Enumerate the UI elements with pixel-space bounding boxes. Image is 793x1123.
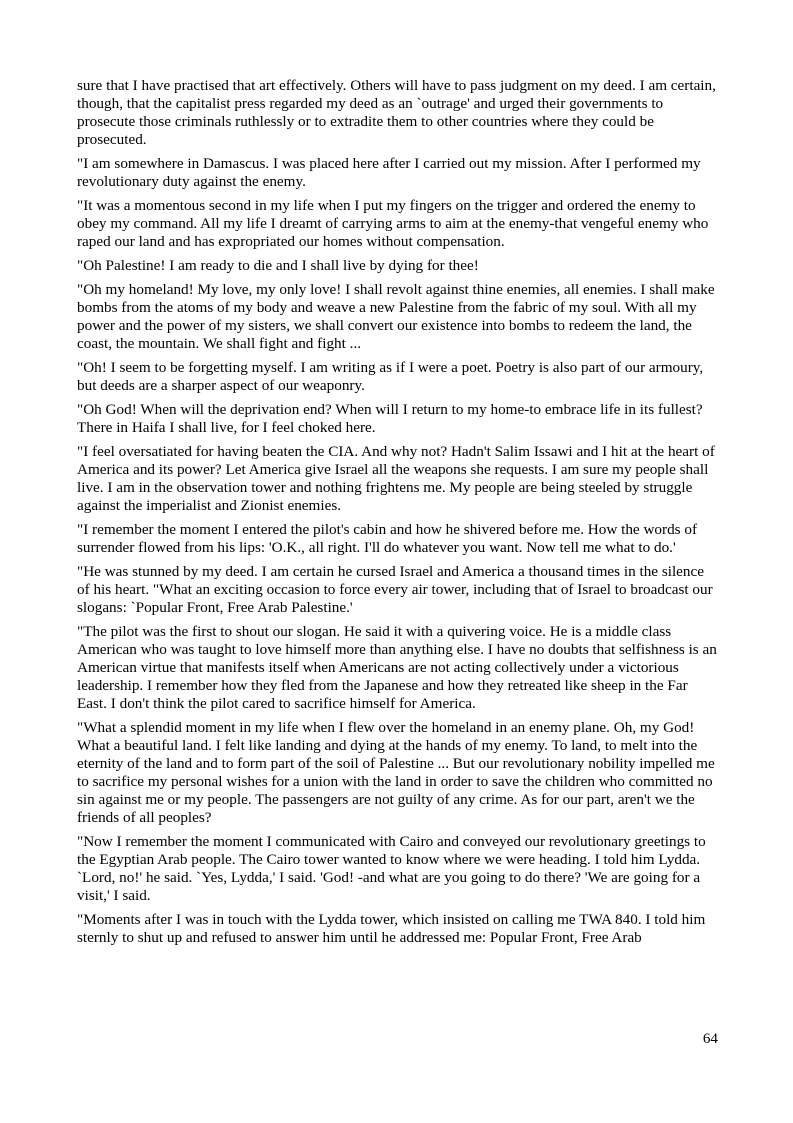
paragraph-12: "What a splendid moment in my life when I flew over the homeland in an enemy plane. Oh, my God! What a beautiful land. I felt like landing and dying at the hands of my enemy. To land, to melt into the eternity of the land and to form part of the soil of Palestine ... But our revolutionary nobility impelled me to sacrifice my personal wishes for a union with the land in order to save the children who committed no sin against me or my people. The passengers are not guilty of any crime. As for our part, aren't we the friends of all peoples? bbox=[77, 719, 715, 826]
paragraph-2: "I am somewhere in Damascus. I was placed here after I carried out my mission. After I performed my revolutionary duty against the enemy. bbox=[77, 155, 701, 190]
paragraph-6: "Oh! I seem to be forgetting myself. I am writing as if I were a poet. Poetry is also part of our armoury, but deeds are a sharper aspect of our weaponry. bbox=[77, 359, 704, 394]
paragraph-5: "Oh my homeland! My love, my only love! I shall revolt against thine enemies, all enemies. I shall make bombs from the atoms of my body and weave a new Palestine from the fabric of my soul. With all my power and the power of my sisters, we shall convert our existence into bombs to redeem the land, the coast, the mountain. We shall fight and fight ... bbox=[77, 281, 715, 352]
paragraph-7: "Oh God! When will the deprivation end? When will I return to my home-to embrace life in its fullest? There in Haifa I shall live, for I feel choked here. bbox=[77, 401, 703, 436]
body-text bbox=[77, 77, 719, 953]
paragraph-9: "I remember the moment I entered the pilot's cabin and how he shivered before me. How the words of surrender flowed from his lips: 'O.K., all right. I'll do whatever you want. Now tell me what to do.' bbox=[77, 521, 698, 556]
paragraph-11: "The pilot was the first to shout our slogan. He said it with a quivering voice. He is a middle class American who was taught to love himself more than anything else. I have no doubts that selfishness is an American virtue that manifests itself when Americans are not acting collectively under a victorious leadership. I remember how they fled from the Japanese and how they retreated like sheep in the Far East. I don't think the pilot cared to sacrifice himself for America. bbox=[77, 623, 717, 712]
page-number: 64 bbox=[702, 1030, 718, 1047]
paragraph-1: sure that I have practised that art effectively. Others will have to pass judgment on my deed. I am certain, though, that the capitalist press regarded my deed as an `outrage' and urged their governments to prosecute those criminals ruthlessly or to extradite them to other countries where they could be prosecuted. bbox=[77, 77, 716, 148]
paragraph-14: "Moments after I was in touch with the Lydda tower, which insisted on calling me TWA 840. I told him sternly to shut up and refused to answer him until he addressed me: Popular Front, Free Arab bbox=[77, 911, 706, 946]
paragraph-4: "Oh Palestine! I am ready to die and I shall live by dying for thee! bbox=[77, 257, 479, 274]
paragraph-13: "Now I remember the moment I communicated with Cairo and conveyed our revolutionary greetings to the Egyptian Arab people. The Cairo tower wanted to know where we were heading. I told him Lydda. `Lord, no!' he said. `Yes, Lydda,' I said. 'God! -and what are you going to do there? 'We are going for a visit,' I said. bbox=[77, 833, 706, 904]
paragraph-3: "It was a momentous second in my life when I put my fingers on the trigger and ordered the enemy to obey my command. All my life I dreamt of carrying arms to aim at the enemy-that vengeful enemy who raped our land and has expropriated our homes without compensation. bbox=[77, 197, 709, 250]
paragraph-8: "I feel oversatiated for having beaten the CIA. And why not? Hadn't Salim Issawi and I hit at the heart of America and its power? Let America give Israel all the weapons she requests. I am sure my people shall live. I am in the observation tower and nothing frightens me. My people are being steeled by struggle against the imperialist and Zionist enemies. bbox=[77, 443, 715, 514]
paragraph-10: "He was stunned by my deed. I am certain he cursed Israel and America a thousand times in the silence of his heart. "What an exciting occasion to force every air tower, including that of Israel to broadcast our slogans: `Popular Front, Free Arab Palestine.' bbox=[77, 563, 713, 616]
